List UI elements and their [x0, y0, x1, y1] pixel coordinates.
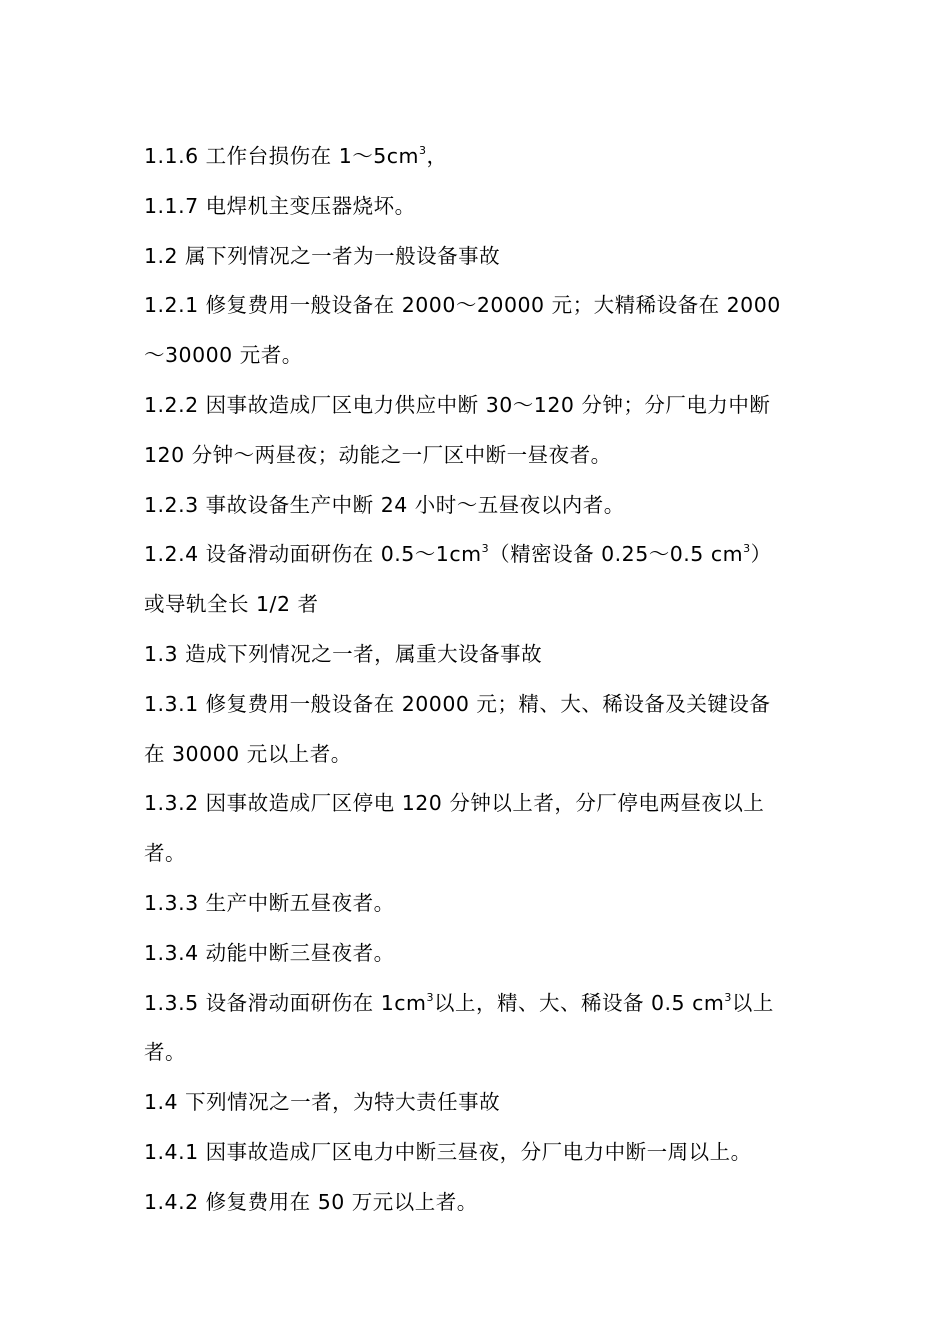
text-line [144, 1178, 812, 1228]
superscript: 3 [743, 542, 751, 556]
text-line [144, 879, 812, 929]
line-text: 以上，精、大、稀设备 0.5 cm [433, 990, 725, 1015]
text-line [144, 431, 812, 481]
line-text: 120 分钟～两昼夜；动能之一厂区中断一昼夜者。 [144, 442, 612, 467]
section-heading [144, 1078, 812, 1128]
line-text: 者。 [144, 841, 186, 866]
line-text: （精密设备 0.25～0.5 cm [489, 542, 744, 567]
text-line [144, 132, 812, 182]
text-line [144, 829, 812, 879]
text-line [144, 779, 812, 829]
line-text: 1.2.3 事故设备生产中断 24 小时～五昼夜以内者。 [144, 492, 625, 517]
line-text: 1.2.1 修复费用一般设备在 2000～20000 元；大精稀设备在 2000 [144, 293, 781, 318]
line-text: 1.2 属下列情况之一者为一般设备事故 [144, 243, 501, 268]
document-body [144, 132, 812, 1228]
line-text: 或导轨全长 1/2 者 [144, 592, 319, 617]
text-line [144, 281, 812, 331]
line-text: 1.3.2 因事故造成厂区停电 120 分钟以上者，分厂停电两昼夜以上 [144, 791, 765, 816]
superscript: 3 [724, 990, 732, 1004]
text-line [144, 1128, 812, 1178]
section-heading [144, 232, 812, 282]
line-text: 在 30000 元以上者。 [144, 741, 352, 766]
line-text: ～30000 元者。 [144, 343, 303, 368]
line-text: 1.1.7 电焊机主变压器烧坏。 [144, 193, 416, 218]
line-text: 1.4.2 修复费用在 50 万元以上者。 [144, 1189, 478, 1214]
superscript: 3 [481, 542, 490, 556]
text-line [144, 979, 812, 1029]
line-text: 1.3.3 生产中断五昼夜者。 [144, 890, 395, 915]
superscript: 3 [419, 144, 427, 157]
line-text: 1.2.4 设备滑动面研伤在 0.5～1cm [144, 542, 482, 567]
line-text: 1.3 造成下列情况之一者，属重大设备事故 [144, 641, 543, 666]
text-line [144, 680, 812, 730]
line-text: 1.3.4 动能中断三昼夜者。 [144, 940, 395, 965]
line-text: ） [750, 542, 772, 567]
text-line [144, 381, 812, 431]
line-text: 1.2.2 因事故造成厂区电力供应中断 30～120 分钟；分厂电力中断 [144, 392, 771, 417]
text-line [144, 481, 812, 531]
text-line [144, 580, 812, 630]
text-line [144, 331, 812, 381]
line-text: 1.3.5 设备滑动面研伤在 1cm [144, 990, 427, 1015]
superscript: 3 [426, 990, 434, 1004]
section-heading [144, 630, 812, 680]
text-line [144, 530, 812, 580]
line-text: 以上 [731, 990, 774, 1015]
line-text: 1.4.1 因事故造成厂区电力中断三昼夜，分厂电力中断一周以上。 [144, 1139, 752, 1164]
text-line [144, 929, 812, 979]
text-line [144, 1028, 812, 1078]
line-text: 1.3.1 修复费用一般设备在 20000 元；精、大、稀设备及关键设备 [144, 691, 771, 716]
text-line [144, 730, 812, 780]
line-text: 1.1.6 工作台损伤在 1～5cm [144, 144, 420, 168]
text-line [144, 182, 812, 232]
line-text: ， [426, 144, 448, 168]
line-text: 1.4 下列情况之一者，为特大责任事故 [144, 1090, 501, 1115]
line-text: 者。 [144, 1040, 186, 1065]
